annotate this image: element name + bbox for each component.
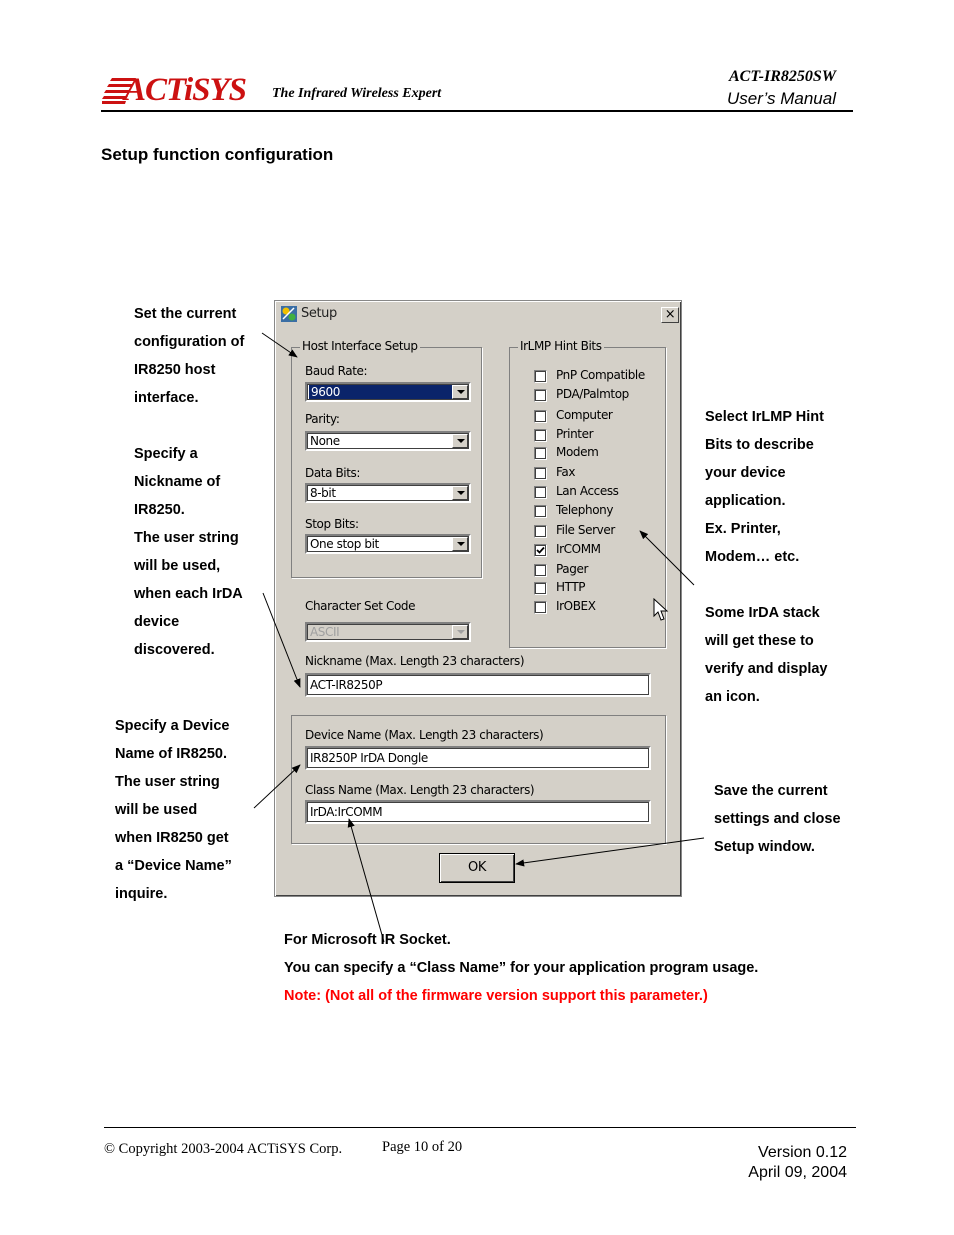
hint-checkbox-label: Computer <box>556 408 613 422</box>
annotation-device-name: Specify a Device Name of IR8250. The user string will be used when IR8250 get a “Device Name” inquire. <box>115 718 232 902</box>
annotation-hint-bits: Select IrLMP Hint Bits to describe your device application. Ex. Printer, Modem… etc. <box>705 409 824 565</box>
hint-checkbox-label: Pager <box>556 562 588 576</box>
arrow-ok-button <box>516 838 704 864</box>
annotation-save: Save the current settings and close Setup window. <box>714 783 841 855</box>
version-text: Version 0.12 <box>758 1144 847 1161</box>
footer-rule <box>104 1127 856 1128</box>
class-name-input[interactable]: IrDA:IrCOMM <box>305 800 651 824</box>
date-text: April 09, 2004 <box>748 1164 847 1181</box>
dialog-title: Setup <box>301 306 337 321</box>
baud-rate-select[interactable]: 9600 <box>305 382 471 402</box>
stop-bits-select[interactable]: One stop bit <box>305 534 471 554</box>
annotation-irda-stack: Some IrDA stack will get these to verify and display an icon. <box>705 605 828 705</box>
annotation-nickname: Specify a Nickname of IR8250. The user string will be used, when each IrDA device discovered. <box>134 446 243 658</box>
character-set-select: ASCII <box>305 622 471 642</box>
annotation-class-name: For Microsoft IR Socket. You can specify a “Class Name” for your application program usage. Note: (Not all of the firmware version support this parameter.) <box>284 926 758 1010</box>
arrow-nickname <box>263 593 300 687</box>
hint-checkbox-label: IrCOMM <box>556 542 601 556</box>
hint-checkbox-label: HTTP <box>556 580 586 594</box>
logo-tagline: The Infrared Wireless Expert <box>272 86 442 101</box>
parity-select[interactable]: None <box>305 431 471 451</box>
doc-title: ACT-IR8250SW <box>729 68 836 85</box>
host-interface-group-label: Host Interface Setup <box>302 339 418 353</box>
nickname-input[interactable]: ACT-IR8250P <box>305 673 651 697</box>
class-name-label: Class Name (Max. Length 23 characters) <box>305 783 535 797</box>
version-info <box>748 1143 847 1183</box>
close-button[interactable]: × <box>661 307 679 323</box>
page-number: Page 10 of 20 <box>382 1139 463 1155</box>
hint-checkbox-label: PnP Compatible <box>556 368 645 382</box>
arrow-hint-bits <box>640 531 694 585</box>
parity-label: Parity: <box>305 412 340 426</box>
device-name-label: Device Name (Max. Length 23 characters) <box>305 728 544 742</box>
hint-bits-group-label: IrLMP Hint Bits <box>520 339 602 353</box>
arrow-device-name <box>254 765 300 808</box>
arrow-class-name <box>349 819 384 942</box>
hint-checkbox-label: Telephony <box>556 503 614 517</box>
hint-checkbox-label: Printer <box>556 427 594 441</box>
hint-checkbox-label: IrOBEX <box>556 599 596 613</box>
hint-checkbox-label: File Server <box>556 523 615 537</box>
baud-rate-label: Baud Rate: <box>305 364 368 378</box>
data-bits-select[interactable]: 8-bit <box>305 483 471 503</box>
device-name-input[interactable]: IR8250P IrDA Dongle <box>305 746 651 770</box>
hint-checkbox-label: Fax <box>556 465 576 479</box>
logo-brand: ACTiSYS <box>124 72 246 108</box>
copyright-text: © Copyright 2003-2004 ACTiSYS Corp. <box>104 1141 343 1157</box>
section-title: Setup function configuration <box>101 145 334 164</box>
nickname-label: Nickname (Max. Length 23 characters) <box>305 654 525 668</box>
character-set-label: Character Set Code <box>305 599 416 613</box>
data-bits-label: Data Bits: <box>305 466 361 480</box>
arrow-host-interface <box>262 333 297 357</box>
hint-checkbox-label: PDA/Palmtop <box>556 387 629 401</box>
stop-bits-label: Stop Bits: <box>305 517 359 531</box>
firmware-note: Note: (Not all of the firmware version support this parameter.) <box>284 988 708 1004</box>
ok-button[interactable]: OK <box>439 853 515 883</box>
hint-checkbox-label: Modem <box>556 445 599 459</box>
hint-checkbox-label: Lan Access <box>556 484 619 498</box>
doc-subtitle: User’s Manual <box>727 89 836 108</box>
annotation-host-interface: Set the current configuration of IR8250 host interface. <box>134 306 245 406</box>
